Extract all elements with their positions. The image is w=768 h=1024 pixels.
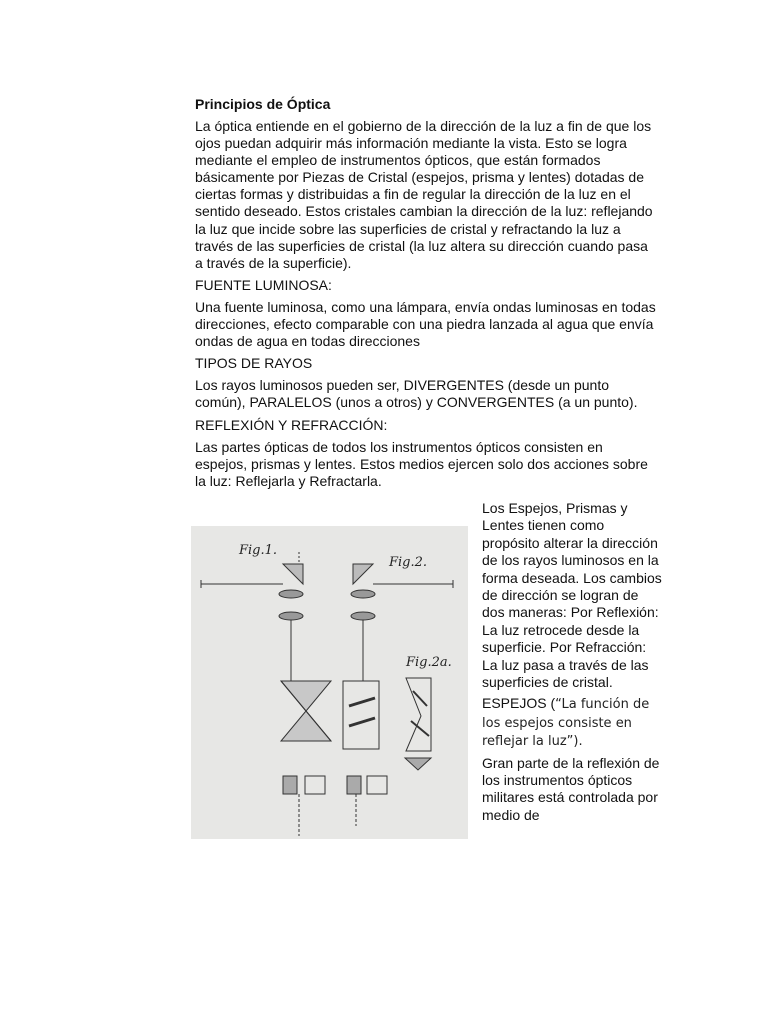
section-heading-fuente: FUENTE LUMINOSA: xyxy=(195,276,332,293)
fig1-prism xyxy=(283,564,303,584)
middle-bottom-coil xyxy=(367,776,387,794)
optics-diagram xyxy=(191,526,468,839)
section-body-fuente: Una fuente luminosa, como una lámpara, envía ondas luminosas en todas direcciones, efecto comparable con una piedra lanzada al agua que envía ondas de agua en todas direcciones xyxy=(195,298,656,350)
middle-bottom-block xyxy=(347,776,361,794)
side-paragraph-3: Gran parte de la reflexión de los instrumentos ópticos militares está controlada por medio de xyxy=(482,754,660,823)
intro-paragraph: La óptica entiende en el gobierno de la dirección de la luz a fin de que los ojos puedan adquirir más información mediante la vista. Esto se logra mediante el empleo de instrumentos ópticos, que están formados básicamente por Piezas de Cristal (espejos, prisma y lentes) dotadas de ciertas formas y distribuidas a fin de regular la dirección de la luz en el sentido deseado. Estos cristales cambian la dirección de la luz: reflejando la luz que incide sobre las superficies de cristal y refractando la luz a través de las superficies de cristal (la luz altera su dirección cuando pasa a través de la superficie). xyxy=(195,118,653,271)
fig1-label: Fig.1. xyxy=(239,542,278,558)
fig2-lens-b xyxy=(351,612,375,620)
document-page xyxy=(195,96,662,880)
section-body-reflexion: Las partes ópticas de todos los instrumentos ópticos consisten en espejos, prismas y lentes. Estos medios ejercen solo dos acciones sobre la luz: Reflejarla y Refractarla. xyxy=(195,438,648,489)
left-bottom-block xyxy=(283,776,297,794)
side-paragraph-2 xyxy=(482,695,662,750)
middle-prism-marks xyxy=(349,698,375,726)
fig2a-label: Fig.2a. xyxy=(406,654,452,670)
side-paragraph-2-prefix: ESPEJOS ( xyxy=(482,695,556,712)
section-heading-reflexion: REFLEXIÓN Y REFRACCIÓN: xyxy=(195,416,388,433)
fig2a-prism xyxy=(406,678,431,751)
middle-prism-box xyxy=(343,681,379,749)
side-paragraph-1: Los Espejos, Prismas y Lentes tienen como propósito alterar la dirección de los rayos luminosos en la forma deseada. Los cambios de dirección se logran de dos maneras: Por Reflexión: La luz retrocede desde la superficie. Por Refracción: La luz pasa a través de las superficies de cristal. xyxy=(482,499,662,690)
sidebar-text xyxy=(482,500,662,828)
fig2a-bottom xyxy=(405,758,431,770)
side-paragraph-2-quote: “La función de los espejos consiste en reflejar la luz”). xyxy=(482,697,650,750)
optics-diagram-figure xyxy=(191,526,468,839)
fig2-lens-a xyxy=(351,590,375,598)
fig1-lens-a xyxy=(279,590,303,598)
fig1-lens-b xyxy=(279,612,303,620)
fig2-prism xyxy=(353,564,373,584)
figure-with-sidebar xyxy=(195,499,662,880)
left-bottom-coil xyxy=(305,776,325,794)
fig2-label: Fig.2. xyxy=(389,554,428,570)
section-heading-tipos: TIPOS DE RAYOS xyxy=(195,355,313,372)
section-body-tipos: Los rayos luminosos pueden ser, DIVERGENTES (desde un punto común), PARALELOS (unos a otros) y CONVERGENTES (a un punto). xyxy=(195,377,638,411)
page-title: Principios de Óptica xyxy=(195,96,331,112)
